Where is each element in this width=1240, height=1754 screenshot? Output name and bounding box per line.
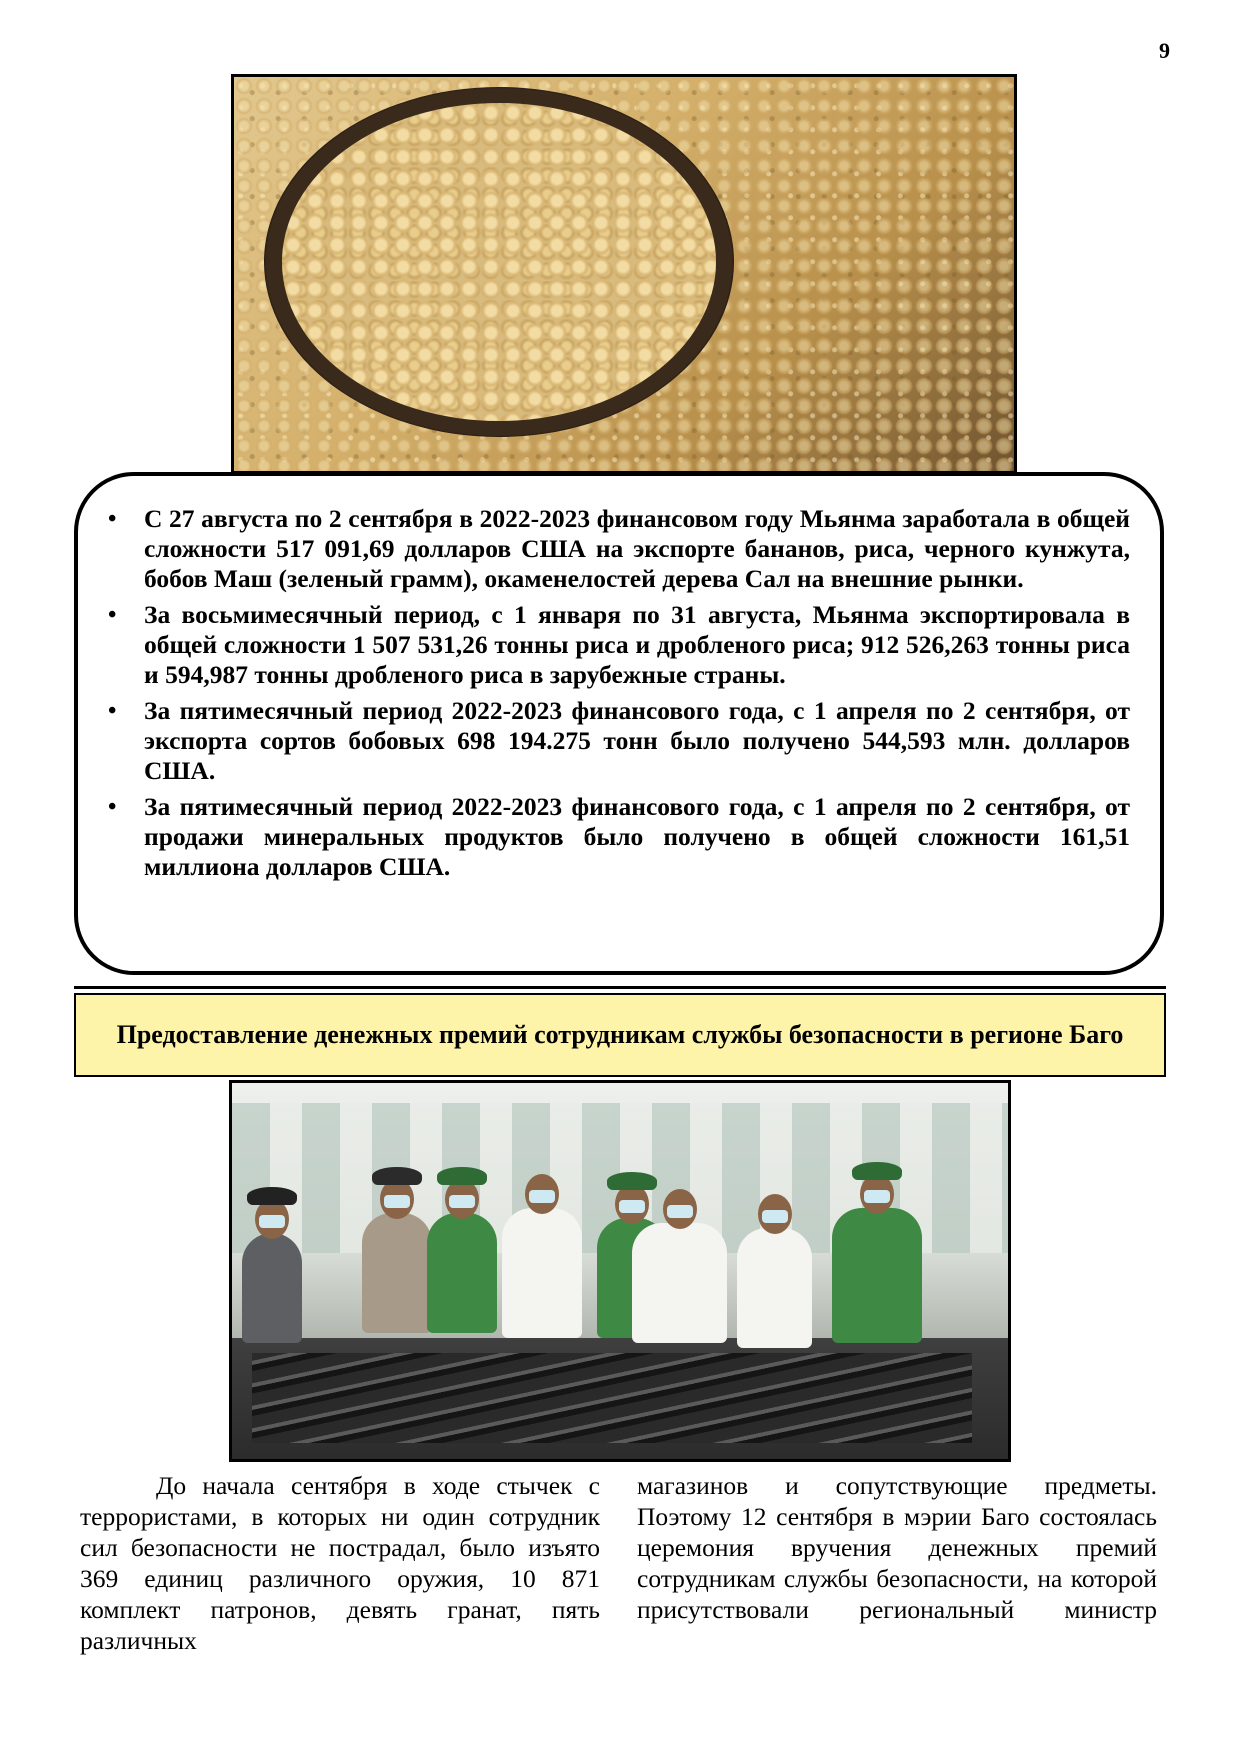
military-officer-figure [832, 1208, 922, 1343]
soybeans-photo [231, 74, 1017, 474]
face-mask [762, 1210, 788, 1223]
section-header [74, 993, 1166, 1077]
military-officer-figure [427, 1213, 497, 1333]
face-mask [667, 1205, 693, 1218]
seized-weapons [252, 1353, 972, 1443]
police-officer-figure [362, 1213, 432, 1333]
bullet-icon: • [108, 506, 117, 532]
bullet-icon: • [108, 794, 117, 820]
fact-text: За пятимесячный период 2022-2023 финансового года, с 1 апреля по 2 сентября, от продажи минеральных продуктов было получено в общей сложности 161,51 миллиона долларов США. [144, 792, 1130, 881]
minister-figure [632, 1223, 727, 1343]
fact-item-1 [104, 504, 1130, 594]
face-mask [384, 1195, 410, 1208]
export-facts-list [104, 504, 1130, 882]
page-number: 9 [1159, 38, 1170, 63]
official-figure [737, 1228, 812, 1348]
article-column-1: До начала сентября в ходе стычек с террористами, в которых ни один сотрудник сил безопасности не пострадал, было изъято 369 единиц различного оружия, 10 871 комплект патронов, девять гранат, пять различных [80, 1471, 600, 1655]
officer-figure [242, 1233, 302, 1343]
cap [247, 1187, 297, 1205]
fact-item-2 [104, 600, 1130, 690]
face-mask [259, 1215, 285, 1228]
cap [437, 1167, 487, 1185]
cap [372, 1167, 422, 1185]
fact-text: За восьмимесячный период, с 1 января по 31 августа, Мьянма экспортировала в общей сложности 1 507 531,26 тонны риса и дробленого риса; 912 526,263 тонны риса и 594,987 тонны дробленого риса в зарубежные страны. [144, 600, 1130, 689]
face-mask [864, 1190, 890, 1203]
cap [607, 1172, 657, 1190]
fact-text: За пятимесячный период 2022-2023 финансового года, с 1 апреля по 2 сентября, от экспорта сортов бобовых 698 194.275 тонн было получено 544,593 млн. долларов США. [144, 696, 1130, 785]
ceremony-photo [229, 1080, 1011, 1462]
section-title: Предоставление денежных премий сотрудникам службы безопасности в регионе Баго [116, 1020, 1124, 1049]
cap [852, 1162, 902, 1180]
official-figure [502, 1208, 582, 1338]
fact-item-4 [104, 792, 1130, 882]
bullet-icon: • [108, 602, 117, 628]
section-divider [74, 986, 1166, 989]
fact-item-3 [104, 696, 1130, 786]
face-mask [529, 1190, 555, 1203]
bowl-of-soybeans [282, 103, 716, 421]
face-mask [619, 1200, 645, 1213]
face-mask [449, 1195, 475, 1208]
export-facts-box [74, 472, 1164, 975]
bullet-icon: • [108, 698, 117, 724]
fact-text: С 27 августа по 2 сентября в 2022-2023 финансовом году Мьянма заработала в общей сложности 517 091,69 долларов США на экспорте бананов, риса, черного кунжута, бобов Маш (зеленый грамм), окаменелостей дерева Сал на внешние рынки. [144, 504, 1130, 593]
article-column-2: магазинов и сопутствующие предметы. Поэтому 12 сентября в мэрии Баго состоялась церемония вручения денежных премий сотрудникам службы безопасности, на которой присутствовали региональный министр [637, 1471, 1157, 1624]
